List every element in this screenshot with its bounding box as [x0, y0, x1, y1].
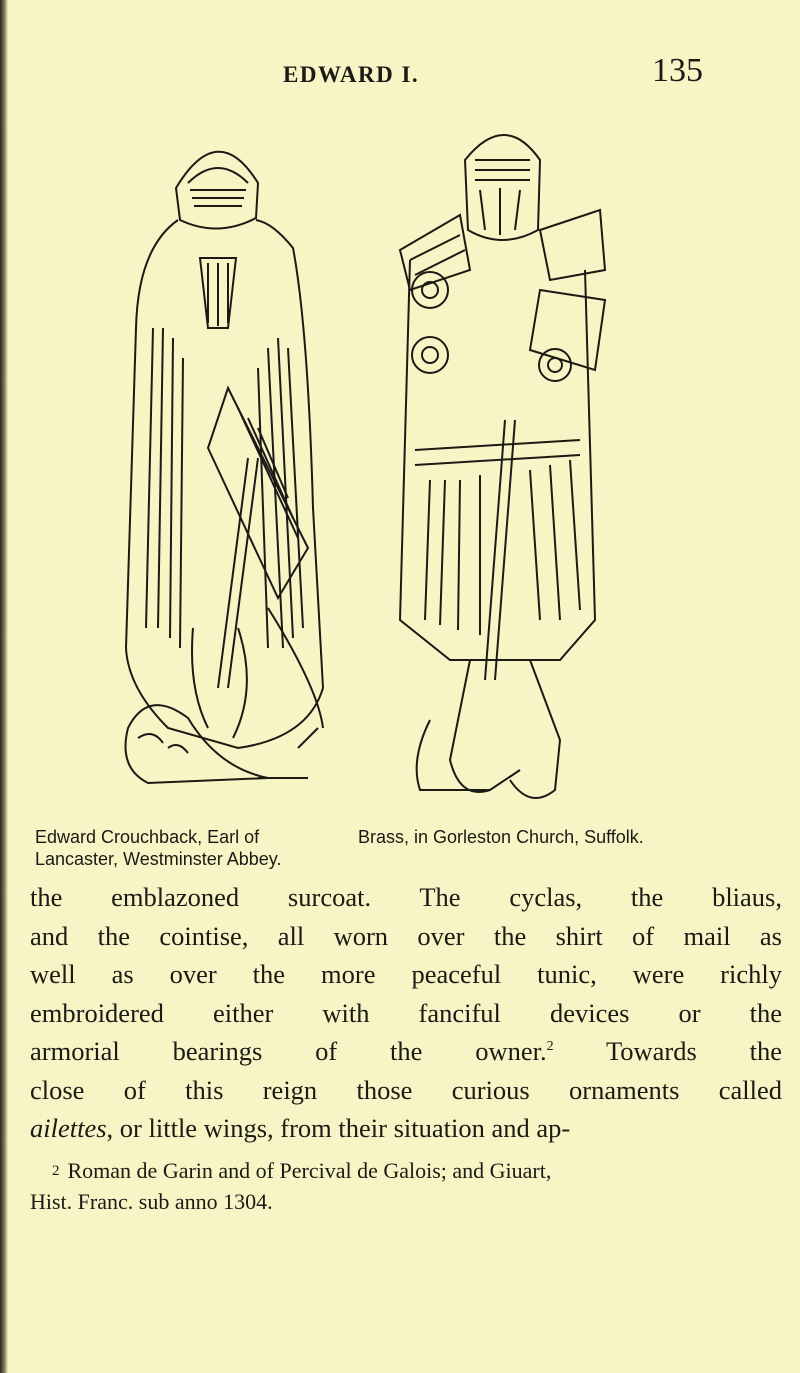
- figure-caption-left: [35, 826, 365, 870]
- page-number: 135: [652, 52, 703, 89]
- caption-right-line-1: Brass, in Gorleston Church, Suffolk.: [358, 827, 644, 847]
- body-line-text: , or little wings, from their situation and ap-: [106, 1113, 571, 1143]
- footnote-text: Roman de Garin and of Percival de Galois; and Giuart,: [67, 1158, 552, 1183]
- body-line: [30, 1109, 782, 1148]
- italic-term: ailettes: [30, 1113, 107, 1143]
- footnote-marker: 2: [52, 1163, 60, 1179]
- body-line: [30, 1032, 782, 1071]
- footnote-line-1: [30, 1155, 782, 1186]
- footnote-reference: 2: [546, 1039, 554, 1054]
- body-line: well as over the more peaceful tunic, were richly: [30, 959, 782, 989]
- body-line: close of this reign those curious ornaments called: [30, 1074, 782, 1105]
- effigy-illustration: [108, 128, 340, 798]
- footnote: [30, 1155, 782, 1217]
- page-binding-edge: [0, 0, 8, 1373]
- brass-illustration: [390, 120, 620, 810]
- footnote-line-2: Hist. Franc. sub anno 1304.: [30, 1189, 273, 1214]
- body-line-text: armorial bearings of the owner.: [30, 1036, 547, 1066]
- body-line-text: Towards the: [553, 1036, 782, 1066]
- running-head: [0, 52, 800, 92]
- body-paragraph: [30, 878, 782, 1148]
- body-line: and the cointise, all worn over the shirt of mail as: [30, 920, 782, 951]
- body-line: the emblazoned surcoat. The cyclas, the bliaus,: [30, 882, 782, 912]
- running-title: EDWARD I.: [283, 62, 420, 87]
- caption-left-line-1: Edward Crouchback, Earl of: [35, 827, 260, 847]
- caption-left-line-2: Lancaster, Westminster Abbey.: [35, 849, 282, 869]
- figure-caption-right: [358, 826, 778, 848]
- body-line: embroidered either with fanciful devices or the: [30, 997, 782, 1028]
